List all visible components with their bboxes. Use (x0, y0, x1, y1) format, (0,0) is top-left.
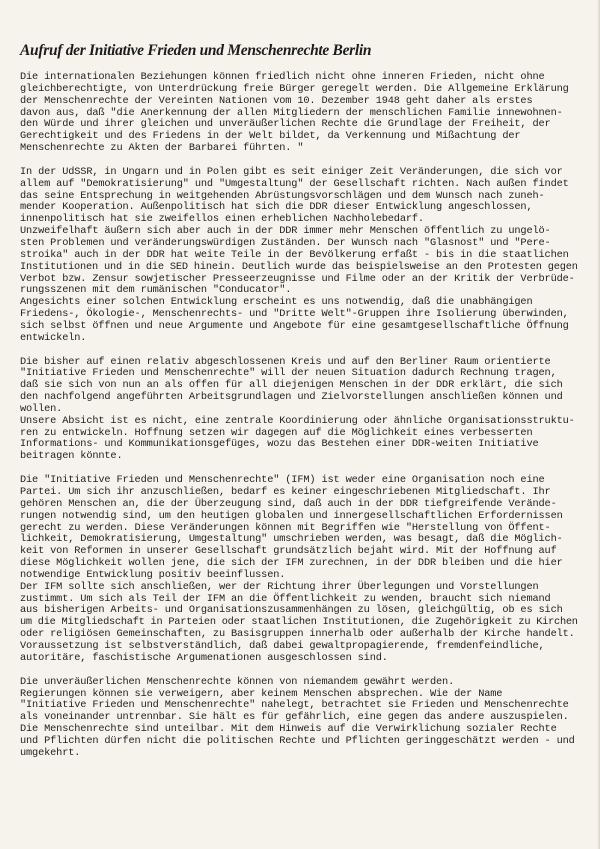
text-line: Menschenrechte zu Akten der Barbarei führten. " (20, 142, 304, 155)
text-line: Die internationalen Beziehungen können friedlich nicht ohne inneren Frieden, nicht ohne (20, 71, 545, 83)
text-line: umgekehrt. (20, 746, 81, 759)
text-line: diese Möglichkeit wollen jene, die sich der IFM zurechnen, in der DDR bleiben und die hier (20, 557, 563, 570)
text-line: den Würde und ihrer gleichen und unveräußerlichen Rechte die Grundlage der Freiheit, der (20, 118, 551, 131)
text-line: der Menschenrechte der Vereinten Nationen vom 10. Dezember 1948 geht daher als erstes (20, 94, 533, 107)
document-title: Aufruf der Initiative Frieden und Menschenrechte Berlin (20, 42, 372, 59)
text-line: um die Mitgliedschaft in Parteien oder staatlichen Institutionen, die Zugehörigkeit zu Kirchen (20, 616, 578, 629)
text-line: rungsszenen mit dem rumänischen "Conducator". (20, 284, 292, 297)
text-line: allem auf "Demokratisierung" und "Umgestaltung" der Gesellschaft richten. Nach außen findet (20, 177, 569, 190)
text-line: Der IFM sollte sich anschließen, wer der Richtung ihrer Überlegungen und Vorstellungen (20, 580, 539, 593)
text-line: aus bisherigen Arbeits- und Organisationszusammenhängen zu lösen, gleichgültig, ob es sich (20, 604, 563, 617)
text-line: innenpolitisch hat sie zweifellos einen erheblichen Nachholebedarf. (20, 213, 424, 226)
text-line: gleichberechtigte, von Unterdrückung freie Bürger geregelt werden. Die Allgemeine Erklärung (20, 82, 569, 95)
text-line: Gerechtigkeit und des Friedens in der Welt bildet, da Verkennung und Mißachtung der (20, 130, 521, 143)
text-line: Verbot bzw. Zensur sowjetischer Presseerzeugnisse und Filme oder an der Kritik der Verbrüde- (20, 272, 575, 285)
text-line: zustimmt. Um sich als Teil der IFM an die Öffentlichkeit zu wenden, braucht sich niemand (20, 592, 551, 605)
text-line: "Initiative Frieden und Menschenrechte" nahelegt, betrachtet sie Frieden und Menschenrechte (20, 699, 569, 712)
paragraph-2 (20, 167, 578, 345)
text-line: Die unveräußerlichen Menschenrechte können von niemandem gewährt werden. (20, 675, 455, 688)
text-line: lichkeit, Demokratisierung, Umgestaltung" umschrieben werden, was besagt, daß die Möglich- (20, 533, 563, 546)
text-line: gerecht zu werden. Diese Veränderungen können mit Begriffen wie "Herstellung von Öffent- (20, 521, 551, 534)
text-line: Angesichts einer solchen Entwicklung erscheint es uns notwendig, daß die unabhängigen (20, 296, 533, 309)
text-line: als voneinander untrennbar. Sie hält es für gefährlich, eine gegen das andere auszuspielen. (20, 711, 569, 724)
text-line: "Initiative Frieden und Menschenrechte" will der neuen Situation dadurch Rechnung tragen, (20, 367, 557, 380)
paragraph-1 (20, 72, 578, 155)
text-line: wollen. (20, 402, 63, 415)
text-line: Die "Initiative Frieden und Menschenrechte" (IFM) ist weder eine Organisation noch eine (20, 474, 545, 487)
text-line: gehören Menschen an, die der Überzeugung sind, daß auch in der DDR tiefgreifende Verände- (20, 497, 557, 510)
text-line: Friedens-, Ökologie-, Menschenrechts- und "Dritte Welt"-Gruppen ihre Isolierung überwinden, (20, 308, 569, 321)
text-line: ren zu entwickeln. Hoffnung setzen wir dagegen auf die Möglichkeit eines verbesserten (20, 426, 533, 439)
text-line: sich selbst öffnen und neue Argumente und Angebote für eine gesamtgesellschaftliche Öffnung (20, 319, 569, 332)
text-line: Informations- und Kommunikationsgefüges, wozu das Bestehen einer DDR-weiten Initiative (20, 438, 539, 451)
text-line: mender Kooperation. Außenpolitisch hat sich die DDR dieser Entwicklung angeschlossen, (20, 201, 533, 214)
text-line: den nachfolgend angeführten Arbeitsgrundlagen und Zielvorstellungen anschließen können und (20, 391, 563, 404)
text-line: rungen notwendig sind, um den heutigen globalen und innergesellschaftlichen Erfordernissen (20, 509, 563, 522)
text-line: sten Problemen und veränderungswürdigen Zuständen. Der Wunsch nach "Glasnost" und "Pere- (20, 236, 551, 249)
document-body (20, 72, 578, 760)
text-line: oder religiösen Gemeinschaften, zu Basisgruppen innerhalb oder außerhalb der Kirche handelt. (20, 628, 575, 641)
text-line: und Pflichten dürfen nicht die politischen Rechte und Pflichten geringgeschätzt werden - und (20, 734, 575, 747)
text-line: daß sie sich von nun an als offen für all diejenigen Menschen in der DDR erklärt, die sich (20, 379, 563, 392)
text-line: Regierungen können sie verweigern, aber keinem Menschen absprechen. Wie der Name (20, 687, 503, 700)
text-line: davon aus, daß "die Anerkennung der allen Mitgliedern der menschlichen Familie innewohnen- (20, 106, 563, 119)
text-line: In der UdSSR, in Ungarn und in Polen gibt es seit einiger Zeit Veränderungen, die sich vor (20, 165, 563, 178)
paragraph-5 (20, 677, 578, 760)
text-line: notwendige Entwicklung positiv beeinflussen. (20, 568, 286, 581)
text-line: Unzweifelhaft äußern sich aber auch in der DDR immer mehr Menschen öffentlich zu ungelö- (20, 225, 551, 238)
text-line: Die Menschenrechte sind unteilbar. Mit dem Hinweis auf die Verwirklichung sozialer Rechte (20, 723, 557, 736)
text-line: entwickeln. (20, 331, 87, 344)
text-line: Voraussetzung ist selbstverständlich, daß dabei gewaltpropagierende, fremdenfeindliche, (20, 639, 545, 652)
paragraph-3 (20, 357, 578, 464)
text-line: das seine Entsprechung in weitgehenden Abrüstungsvorschlägen und dem Wunsch nach zuneh- (20, 189, 545, 202)
paragraph-4 (20, 475, 578, 665)
text-line: Institutionen und in die SED hinein. Deutlich wurde das beispielsweise an den Protesten gegen (20, 260, 578, 273)
text-line: beitragen könnte. (20, 450, 123, 463)
text-line: autoritäre, faschistische Argumenationen ausgeschlossen sind. (20, 651, 388, 664)
text-line: Die bisher auf einen relativ abgeschlossenen Kreis und auf den Berliner Raum orientierte (20, 355, 551, 368)
text-line: stroika" auch in der DDR hat weite Teile in der Bevölkerung erfaßt - bis in die staatlichen (20, 248, 569, 261)
text-line: Partei. Um sich ihr anzuschließen, bedarf es keiner eingeschriebenen Mitgliedschaft. Ihr (20, 486, 551, 498)
text-line: Unsere Absicht ist es nicht, eine zentrale Koordinierung oder ähnliche Organisationsstruktu- (20, 414, 575, 427)
text-line: keit von Reformen in unserer Gesellschaft grundsätzlich bejaht wird. Mit der Hoffnung auf (20, 545, 557, 558)
